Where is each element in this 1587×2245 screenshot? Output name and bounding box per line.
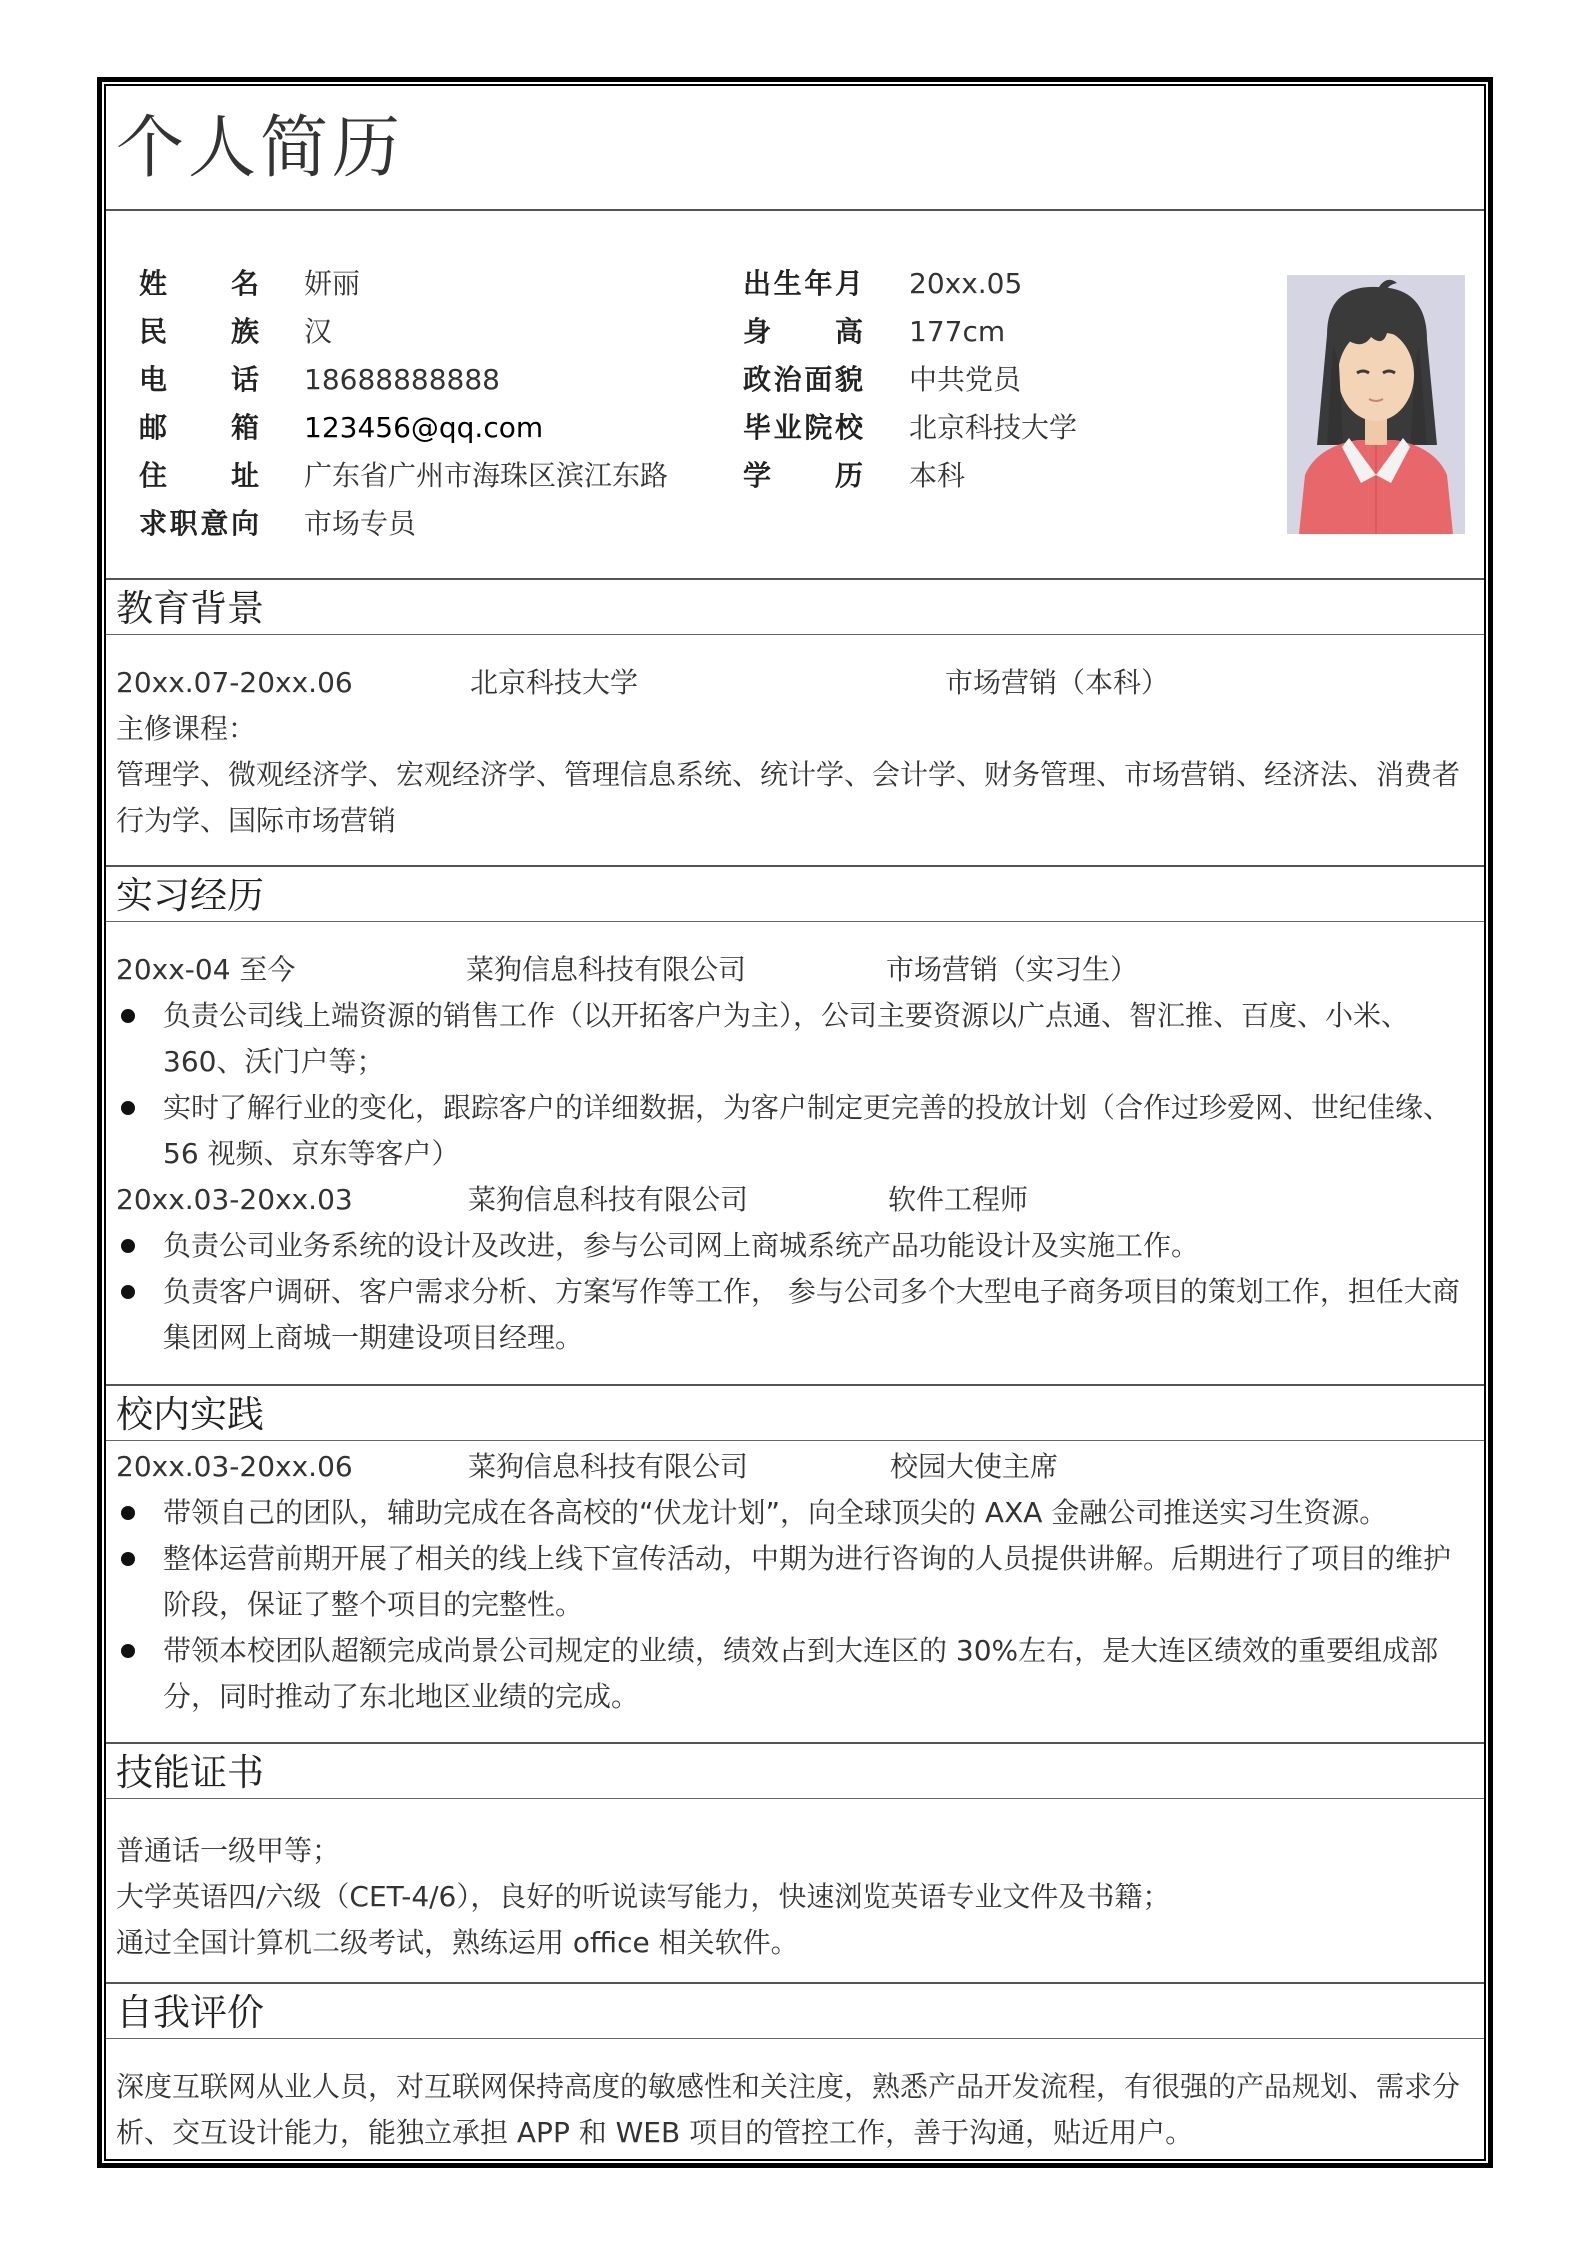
divider [106, 1384, 1484, 1386]
job-company: 菜狗信息科技有限公司 [468, 1183, 749, 1216]
info-label: 毕业院校 [743, 411, 863, 444]
divider [106, 578, 1484, 580]
edu-period: 20xx.07-20xx.06 [116, 666, 353, 699]
page-title: 个人简历 [116, 109, 405, 188]
info-value: 北京科技大学 [909, 411, 1078, 444]
campus-period: 20xx.03-20xx.06 [116, 1450, 353, 1483]
bullet-dot-icon [121, 1506, 135, 1520]
divider [106, 865, 1484, 867]
bullet-dot-icon [121, 1285, 135, 1299]
section-title-campus: 校内实践 [116, 1393, 264, 1436]
divider [106, 1798, 1484, 1799]
bullet-text: 负责公司业务系统的设计及改进，参与公司网上商城系统产品功能设计及实施工作。 [163, 1229, 1200, 1262]
bullet-text: 负责客户调研、客户需求分析、方案写作等工作， 参与公司多个大型电子商务项目的策划工作，担任大商集团网上商城一期建设项目经理。 [163, 1275, 1460, 1354]
edu-school: 北京科技大学 [470, 666, 639, 699]
list-item [116, 1536, 1476, 1628]
bullet-text: 负责公司线上端资源的销售工作（以开拓客户为主），公司主要资源以广点通、智汇推、百度、小米、360、沃门户等； [163, 999, 1410, 1078]
list-item [116, 1085, 1476, 1177]
edu-major: 市场营销（本科） [945, 666, 1170, 699]
skill-line: 普通话一级甲等； [116, 1834, 341, 1867]
info-value: 广东省广州市海珠区滨江东路 [304, 459, 669, 492]
list-item [116, 1490, 1476, 1536]
info-value: 市场专员 [304, 507, 417, 540]
bullet-dot-icon [121, 1239, 135, 1253]
edu-courses: 管理学、微观经济学、宏观经济学、管理信息系统、统计学、会计学、财务管理、市场营销、经济法、消费者行为学、国际市场营销 [116, 758, 1461, 837]
bullet-text: 整体运营前期开展了相关的线上线下宣传活动，中期为进行咨询的人员提供讲解。后期进行了项目的维护阶段，保证了整个项目的完整性。 [163, 1542, 1452, 1621]
campus-company: 菜狗信息科技有限公司 [468, 1450, 749, 1483]
info-value: 本科 [909, 459, 966, 492]
job-period: 20xx.03-20xx.03 [116, 1183, 353, 1216]
list-item [116, 1269, 1476, 1361]
bullet-text: 实时了解行业的变化，跟踪客户的详细数据，为客户制定更完善的投放计划（合作过珍爱网、世纪佳缘、56 视频、京东等客户） [163, 1091, 1452, 1170]
info-label: 邮箱 [139, 411, 259, 444]
list-item [116, 1223, 1476, 1269]
info-value: 中共党员 [909, 363, 1022, 396]
info-label: 求职意向 [139, 507, 259, 540]
job-company: 菜狗信息科技有限公司 [466, 953, 747, 986]
self-eval-text: 深度互联网从业人员，对互联网保持高度的敏感性和关注度，熟悉产品开发流程，有很强的产品规划、需求分析、交互设计能力，能独立承担 APP 和 WEB 项目的管控工作，善于沟通，贴近用户。 [116, 2070, 1461, 2149]
divider [106, 1982, 1484, 1984]
list-item [116, 993, 1476, 1085]
info-value: 20xx.05 [909, 267, 1023, 300]
info-value: 123456@qq.com [304, 411, 544, 444]
section-title-self-eval: 自我评价 [116, 1991, 264, 2034]
skill-line: 大学英语四/六级（CET-4/6），良好的听说读写能力，快速浏览英语专业文件及书籍； [116, 1880, 1171, 1913]
info-value: 18688888888 [304, 363, 500, 396]
info-label: 电话 [139, 363, 259, 396]
bullet-dot-icon [121, 1101, 135, 1115]
info-value: 汉 [304, 315, 333, 348]
job-role: 软件工程师 [888, 1183, 1029, 1216]
divider [106, 209, 1484, 211]
info-label: 政治面貌 [743, 363, 863, 396]
job-period: 20xx-04 至今 [116, 953, 296, 986]
info-label: 民族 [139, 315, 259, 348]
info-label: 身高 [743, 315, 863, 348]
info-label: 姓名 [139, 267, 259, 300]
info-value: 177cm [909, 315, 1006, 348]
skill-line: 通过全国计算机二级考试，熟练运用 office 相关软件。 [116, 1926, 799, 1959]
bullet-text: 带领本校团队超额完成尚景公司规定的业绩，绩效占到大连区的 30%左右，是大连区绩效的重要组成部分，同时推动了东北地区业绩的完成。 [163, 1634, 1439, 1713]
bullet-dot-icon [121, 1552, 135, 1566]
divider [106, 1440, 1484, 1441]
divider [106, 921, 1484, 922]
divider [106, 634, 1484, 635]
bullet-text: 带领自己的团队，辅助完成在各高校的“伏龙计划”，向全球顶尖的 AXA 金融公司推送实习生资源。 [163, 1496, 1388, 1529]
bullet-dot-icon [121, 1644, 135, 1658]
info-label: 出生年月 [743, 267, 863, 300]
divider [106, 2038, 1484, 2039]
section-title-skills: 技能证书 [116, 1751, 264, 1794]
avatar [1287, 275, 1465, 534]
section-title-education: 教育背景 [116, 587, 264, 630]
section-title-internship: 实习经历 [116, 874, 264, 917]
avatar-illustration-icon [1287, 275, 1465, 534]
info-label: 学历 [743, 459, 863, 492]
bullet-dot-icon [121, 1009, 135, 1023]
list-item [116, 1628, 1476, 1720]
job-role: 市场营销（实习生） [886, 953, 1139, 986]
info-label: 住址 [139, 459, 259, 492]
divider [106, 1742, 1484, 1744]
campus-role: 校园大使主席 [890, 1450, 1059, 1483]
info-value: 妍丽 [304, 267, 361, 300]
edu-courses-label: 主修课程： [116, 712, 257, 745]
